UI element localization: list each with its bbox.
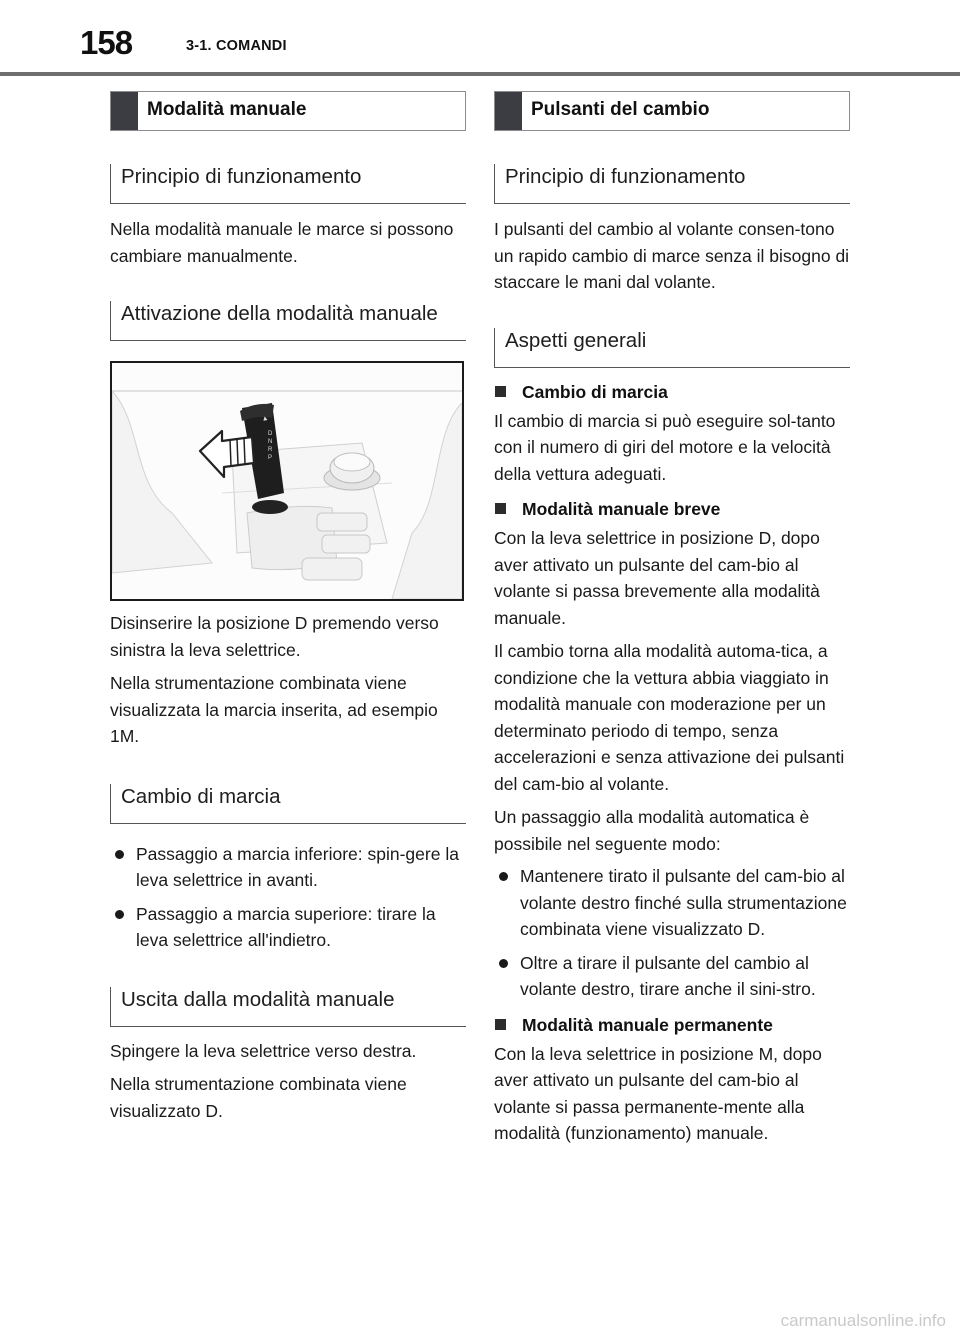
gear-selector-illustration [110,361,464,601]
right-column [494,91,850,1147]
paragraph-cluster-display: Nella strumentazione combinata viene visualizzata la marcia inserita, ad esempio 1M. [110,673,438,746]
minihead-text: Modalità manuale breve [522,499,721,519]
section-heading-text: Modalità manuale [147,99,307,120]
gear-label: P [268,455,273,461]
section-heading-bar [111,92,138,130]
page-number: 158 [80,24,133,61]
subheading-gear-change: Cambio di marcia [110,784,466,824]
subheading-exit-manual: Uscita dalla modalità manuale [110,987,466,1027]
paragraph-brief-manual: Con la leva selettrice in posizione D, dopo aver attivato un pulsante del cam-bio al volante si passa brevemente alla modalità manuale. [494,528,820,628]
paragraph-gear-change: Il cambio di marcia si può eseguire sol-tanto con il numero di giri del motore e la velocità della vettura adeguati. [494,410,836,484]
paragraph-return-auto: Il cambio torna alla modalità automa-tica, a condizione che la vettura abbia viaggiato in modalità manuale con moderazione per un determinato periodo di tempo, senza accelerazioni e senza attivazione dei pulsanti del cam-bio al volante. [494,641,845,794]
minihead-text: Modalità manuale permanente [522,1014,773,1035]
square-bullet-icon [495,503,506,514]
minihead-permanent-manual [494,1013,850,1037]
paragraph-cluster-d: Nella strumentazione combinata viene visualizzato D. [110,1074,407,1121]
list-item [494,863,850,943]
bullet-icon [499,872,508,881]
bullet-icon [115,910,124,919]
paragraph-permanent-manual: Con la leva selettrice in posizione M, dopo aver attivato un pulsante del cam-bio al volante si passa permanente-mente alla modalità (funzionamento) manuale. [494,1043,822,1143]
header-divider [0,72,960,76]
page-header [0,0,960,76]
paragraph-push-right: Spingere la leva selettrice verso destra. [110,1040,417,1061]
chapter-title: 3-1. COMANDI [186,38,287,54]
gear-label: D [268,431,273,437]
minihead-text: Cambio di marcia [522,381,668,402]
subheading-general: Aspetti generali [494,328,850,368]
paragraph-disengage-d: Disinserire la posizione D premendo verso sinistra la leva selettrice. [110,613,439,660]
list-item [110,841,466,894]
subheading-operating-principle: Principio di funzionamento [110,164,466,204]
square-bullet-icon [495,1019,506,1030]
left-column [110,91,466,1124]
minihead-gear-change [494,380,850,404]
section-heading-shift-paddles [494,91,850,131]
list-item-text: Oltre a tirare il pulsante del cambio al volante destro, tirare anche il sini-stro. [520,952,816,999]
paragraph-switch-auto: Un passaggio alla modalità automatica è possibile nel seguente modo: [494,807,810,854]
gear-label: N [268,439,273,445]
watermark: carmanualsonline.info [780,1311,946,1330]
bullet-icon [499,959,508,968]
paragraph-paddles-intro: I pulsanti del cambio al volante consen-tono un rapido cambio di marce senza il bisogno di staccare le mani dal volante. [494,219,850,292]
subheading-operating-principle: Principio di funzionamento [494,164,850,204]
svg-text:▲: ▲ [261,414,270,423]
gear-selector-drawing [112,363,462,599]
gear-label: R [268,447,273,453]
list-item-text: Passaggio a marcia inferiore: spin-gere la leva selettrice in avanti. [136,843,459,890]
bullet-icon [115,850,124,859]
list-item-text: Passaggio a marcia superiore: tirare la leva selettrice all'indietro. [136,903,436,950]
square-bullet-icon [495,386,506,397]
section-heading-text: Pulsanti del cambio [531,99,710,120]
section-heading-bar [495,92,522,130]
subheading-activation: Attivazione della modalità manuale [110,301,466,341]
minihead-brief-manual [494,497,850,521]
list-item-text: Mantenere tirato il pulsante del cam-bio al volante destro finché sulla strumentazione combinata viene visualizzato D. [520,866,847,939]
list-item [494,950,850,1003]
list-item [110,901,466,954]
paragraph-intro: Nella modalità manuale le marce si possono cambiare manualmente. [110,219,454,266]
section-heading-manual-mode [110,91,466,131]
